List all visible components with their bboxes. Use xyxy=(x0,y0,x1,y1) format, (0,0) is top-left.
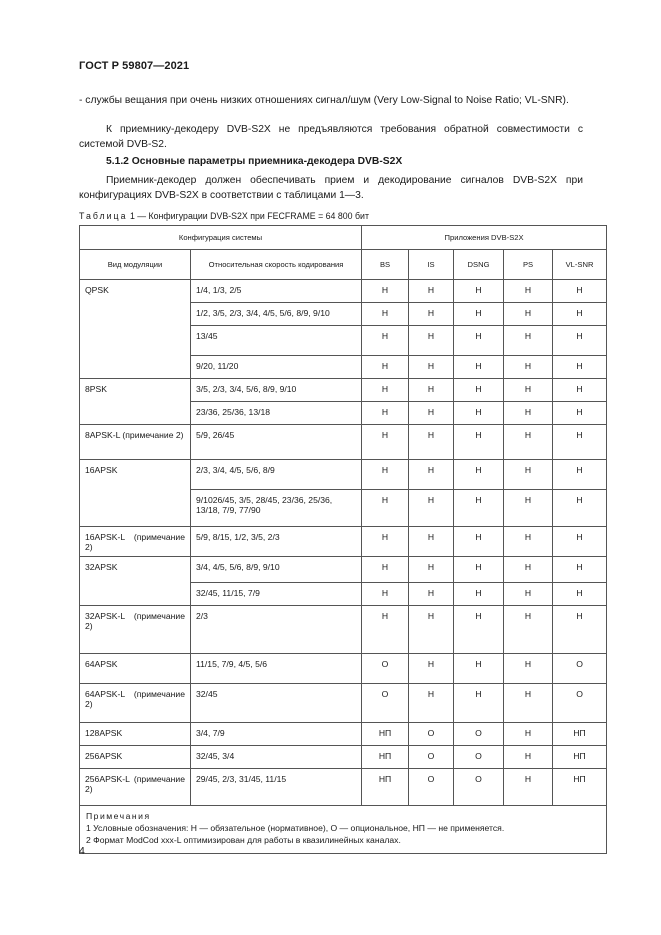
is-cell: Н xyxy=(409,326,454,356)
is-cell: Н xyxy=(409,460,454,490)
table-row xyxy=(80,606,607,654)
bs-cell: Н xyxy=(362,280,409,303)
is-cell: Н xyxy=(409,527,454,557)
note-1: 1 Условные обозначения: Н — обязательное (нормативное), О — опциональное, НП — не применяется. xyxy=(86,823,505,834)
dsng-cell: Н xyxy=(454,684,504,723)
ps-cell: Н xyxy=(504,606,553,654)
table-row xyxy=(80,527,607,557)
rate-cell: 2/3 xyxy=(191,606,362,654)
vlsnr-cell: Н xyxy=(553,557,607,583)
bs-cell: Н xyxy=(362,527,409,557)
table-row xyxy=(80,684,607,723)
dsng-cell: О xyxy=(454,746,504,769)
ps-cell: Н xyxy=(504,583,553,606)
ps-cell: Н xyxy=(504,684,553,723)
is-cell: Н xyxy=(409,684,454,723)
group-header-config: Конфигурация системы xyxy=(80,226,362,250)
bs-cell: Н xyxy=(362,557,409,583)
mod-cell: 128APSK xyxy=(80,723,191,746)
vlsnr-cell: Н xyxy=(553,303,607,326)
section-title: 5.1.2 Основные параметры приемника-декодера DVB-S2X xyxy=(106,156,403,167)
ps-cell: Н xyxy=(504,425,553,460)
rate-cell: 9/1026/45, 3/5, 28/45, 23/36, 25/36, 13/18, 7/9, 77/90 xyxy=(191,490,362,527)
mod-cell: 256APSK-L (примечание 2) xyxy=(80,769,191,806)
rate-cell: 5/9, 8/15, 1/2, 3/5, 2/3 xyxy=(191,527,362,557)
bs-cell: Н xyxy=(362,326,409,356)
ps-cell: Н xyxy=(504,746,553,769)
mod-cell: 64APSK-L (примечание 2) xyxy=(80,684,191,723)
column-header-vlsnr: VL-SNR xyxy=(553,250,607,280)
vlsnr-cell: О xyxy=(553,654,607,684)
ps-cell: Н xyxy=(504,356,553,379)
intro-paragraph-2: К приемнику-декодеру DVB-S2X не предъявляются требования обратной совместимости с системой DVB-S2. xyxy=(79,124,583,150)
group-header-apps: Приложения DVB-S2X xyxy=(362,226,607,250)
vlsnr-cell: Н xyxy=(553,425,607,460)
table-row xyxy=(80,557,607,583)
ps-cell: Н xyxy=(504,460,553,490)
is-cell: Н xyxy=(409,402,454,425)
dsng-cell: О xyxy=(454,723,504,746)
bs-cell: О xyxy=(362,654,409,684)
rate-cell: 32/45, 11/15, 7/9 xyxy=(191,583,362,606)
section-paragraph: Приемник-декодер должен обеспечивать прием и декодирование сигналов DVB-S2X при конфигурациях DVB-S2X в соответствии с таблицами 1—3. xyxy=(79,175,583,201)
rate-cell: 3/4, 4/5, 5/6, 8/9, 9/10 xyxy=(191,557,362,583)
rate-cell: 1/2, 3/5, 2/3, 3/4, 4/5, 5/6, 8/9, 9/10 xyxy=(191,303,362,326)
is-cell: О xyxy=(409,746,454,769)
bs-cell: Н xyxy=(362,460,409,490)
table-caption-word: Таблица xyxy=(79,211,128,221)
intro-paragraph-1: - службы вещания при очень низких отношениях сигнал/шум (Very Low-Signal to Noise Ratio; VL-SNR). xyxy=(79,95,569,106)
rate-cell: 3/5, 2/3, 3/4, 5/6, 8/9, 9/10 xyxy=(191,379,362,402)
ps-cell: Н xyxy=(504,379,553,402)
bs-cell: Н xyxy=(362,356,409,379)
rate-cell: 32/45, 3/4 xyxy=(191,746,362,769)
table-notes xyxy=(80,806,607,854)
is-cell: Н xyxy=(409,557,454,583)
dsng-cell: Н xyxy=(454,425,504,460)
vlsnr-cell: Н xyxy=(553,583,607,606)
vlsnr-cell: Н xyxy=(553,606,607,654)
vlsnr-cell: НП xyxy=(553,746,607,769)
is-cell: Н xyxy=(409,490,454,527)
is-cell: Н xyxy=(409,583,454,606)
ps-cell: Н xyxy=(504,280,553,303)
vlsnr-cell: О xyxy=(553,684,607,723)
page-number: 4 xyxy=(79,845,85,857)
rate-cell: 9/20, 11/20 xyxy=(191,356,362,379)
rate-cell: 5/9, 26/45 xyxy=(191,425,362,460)
document-header: ГОСТ Р 59807—2021 xyxy=(79,60,190,72)
dsng-cell: Н xyxy=(454,527,504,557)
bs-cell: НП xyxy=(362,723,409,746)
dsng-cell: Н xyxy=(454,557,504,583)
vlsnr-cell: Н xyxy=(553,527,607,557)
dsng-cell: Н xyxy=(454,280,504,303)
is-cell: Н xyxy=(409,280,454,303)
column-header-dsng: DSNG xyxy=(454,250,504,280)
table-row xyxy=(80,723,607,746)
mod-cell: 8PSK xyxy=(80,379,191,425)
bs-cell: Н xyxy=(362,490,409,527)
table-row xyxy=(80,746,607,769)
vlsnr-cell: НП xyxy=(553,723,607,746)
rate-cell: 2/3, 3/4, 4/5, 5/6, 8/9 xyxy=(191,460,362,490)
rate-cell: 32/45 xyxy=(191,684,362,723)
ps-cell: Н xyxy=(504,769,553,806)
is-cell: Н xyxy=(409,379,454,402)
bs-cell: Н xyxy=(362,402,409,425)
rate-cell: 23/36, 25/36, 13/18 xyxy=(191,402,362,425)
table-row xyxy=(80,425,607,460)
column-header-is: IS xyxy=(409,250,454,280)
dsng-cell: Н xyxy=(454,583,504,606)
ps-cell: Н xyxy=(504,490,553,527)
dsng-cell: О xyxy=(454,769,504,806)
dsng-cell: Н xyxy=(454,606,504,654)
table-row xyxy=(80,769,607,806)
dsng-cell: Н xyxy=(454,490,504,527)
column-header-rate: Относительная скорость кодирования xyxy=(191,250,362,280)
vlsnr-cell: Н xyxy=(553,379,607,402)
vlsnr-cell: Н xyxy=(553,356,607,379)
mod-cell: 8APSK-L (примечание 2) xyxy=(80,425,191,460)
ps-cell: Н xyxy=(504,326,553,356)
ps-cell: Н xyxy=(504,527,553,557)
rate-cell: 13/45 xyxy=(191,326,362,356)
rate-cell: 29/45, 2/3, 31/45, 11/15 xyxy=(191,769,362,806)
dsng-cell: Н xyxy=(454,326,504,356)
bs-cell: Н xyxy=(362,379,409,402)
mod-cell: 256APSK xyxy=(80,746,191,769)
is-cell: Н xyxy=(409,606,454,654)
ps-cell: Н xyxy=(504,402,553,425)
table-row xyxy=(80,460,607,490)
dsng-cell: Н xyxy=(454,402,504,425)
mod-cell: 16APSK-L (примечание 2) xyxy=(80,527,191,557)
dsng-cell: Н xyxy=(454,379,504,402)
vlsnr-cell: Н xyxy=(553,280,607,303)
table-row xyxy=(80,280,607,303)
vlsnr-cell: НП xyxy=(553,769,607,806)
config-table xyxy=(79,225,607,854)
bs-cell: Н xyxy=(362,606,409,654)
dsng-cell: Н xyxy=(454,460,504,490)
vlsnr-cell: Н xyxy=(553,326,607,356)
vlsnr-cell: Н xyxy=(553,402,607,425)
notes-row xyxy=(80,806,607,854)
ps-cell: Н xyxy=(504,303,553,326)
table-caption-text: 1 — Конфигурации DVB-S2X при FECFRAME = 64 800 бит xyxy=(127,211,369,221)
rate-cell: 3/4, 7/9 xyxy=(191,723,362,746)
bs-cell: Н xyxy=(362,583,409,606)
bs-cell: Н xyxy=(362,303,409,326)
notes-title: Примечания xyxy=(86,811,151,821)
dsng-cell: Н xyxy=(454,356,504,379)
is-cell: Н xyxy=(409,356,454,379)
ps-cell: Н xyxy=(504,723,553,746)
table-caption xyxy=(79,211,369,221)
is-cell: Н xyxy=(409,303,454,326)
bs-cell: О xyxy=(362,684,409,723)
bs-cell: Н xyxy=(362,425,409,460)
column-header-ps: PS xyxy=(504,250,553,280)
is-cell: Н xyxy=(409,425,454,460)
ps-cell: Н xyxy=(504,557,553,583)
mod-cell: 32APSK-L (примечание 2) xyxy=(80,606,191,654)
table-row xyxy=(80,379,607,402)
bs-cell: НП xyxy=(362,746,409,769)
mod-cell: QPSK xyxy=(80,280,191,379)
is-cell: Н xyxy=(409,654,454,684)
mod-cell: 64APSK xyxy=(80,654,191,684)
rate-cell: 1/4, 1/3, 2/5 xyxy=(191,280,362,303)
mod-cell: 16APSK xyxy=(80,460,191,527)
table-row xyxy=(80,654,607,684)
rate-cell: 11/15, 7/9, 4/5, 5/6 xyxy=(191,654,362,684)
column-header-bs: BS xyxy=(362,250,409,280)
bs-cell: НП xyxy=(362,769,409,806)
column-header-mod: Вид модуляции xyxy=(80,250,191,280)
note-2: 2 Формат ModCod xxx-L оптимизирован для работы в квазилинейных каналах. xyxy=(86,835,401,846)
dsng-cell: Н xyxy=(454,654,504,684)
is-cell: О xyxy=(409,723,454,746)
ps-cell: Н xyxy=(504,654,553,684)
is-cell: О xyxy=(409,769,454,806)
vlsnr-cell: Н xyxy=(553,460,607,490)
mod-cell: 32APSK xyxy=(80,557,191,606)
dsng-cell: Н xyxy=(454,303,504,326)
vlsnr-cell: Н xyxy=(553,490,607,527)
